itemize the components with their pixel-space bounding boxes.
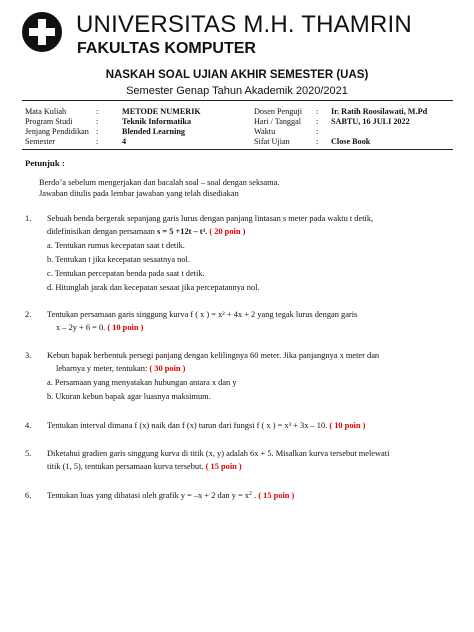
question-text: Kebun bapak berbentuk persegi panjang dengan kelilingnya 60 meter. Jika panjangnya x meter dan xyxy=(47,351,380,360)
question-text-part: Tentukan luas yang dibatasi oleh grafik y = –x + 2 dan y = x xyxy=(47,491,249,500)
question-text: Sebuah benda bergerak sepanjang garis lurus dengan panjang lintasan s meter pada waktu t detik, xyxy=(47,214,374,223)
info-label-program: Program Studi xyxy=(25,117,73,126)
instructions-heading: Petunjuk : xyxy=(25,158,65,168)
divider-top xyxy=(22,100,453,101)
sub-question: d. Hitunglah jarak dan kecepatan sesaat jika percepatannya nol. xyxy=(47,283,260,292)
question-text-part: titik (1, 5), tentukan persamaan kurva tersebut. xyxy=(47,462,204,471)
info-label-course: Mata Kuliah xyxy=(25,107,67,116)
sub-question: b. Ukuran kebun bapak agar luasnya maksimum. xyxy=(47,392,211,401)
info-label-semester: Semester xyxy=(25,137,56,146)
question-text xyxy=(47,226,245,237)
info-value-program: Teknik Informatika xyxy=(122,117,192,126)
info-colon: : xyxy=(316,137,319,146)
points-badge: ( 30 poin ) xyxy=(149,364,186,373)
instructions-line: Jawaban ditulis pada lembar jawaban yang telah disediakan xyxy=(39,189,239,198)
info-value-examiner: Ir. Ratih Roosilawati, M.Pd xyxy=(331,107,428,116)
points-badge: ( 10 poin ) xyxy=(107,323,144,332)
exam-title: NASKAH SOAL UJIAN AKHIR SEMESTER (UAS) xyxy=(105,69,369,81)
sub-question: b. Tentukan t jika kecepatan sesaatnya nol. xyxy=(47,255,190,264)
points-badge: ( 20 poin ) xyxy=(209,227,246,236)
question-text xyxy=(47,420,365,431)
question-number: 2. xyxy=(25,310,32,319)
exam-subtitle: Semester Genap Tahun Akademik 2020/2021 xyxy=(126,85,348,97)
points-badge: ( 15 poin ) xyxy=(205,462,242,471)
info-colon: : xyxy=(316,127,319,136)
instructions-line: Berdo’a sebelum mengerjakan dan bacalah soal – soal dengan seksama. xyxy=(39,178,280,187)
info-value-date: SABTU, 16 JULI 2022 xyxy=(331,117,410,126)
question-text xyxy=(56,322,143,333)
points-badge: ( 10 poin ) xyxy=(329,421,366,430)
question-text xyxy=(47,490,294,501)
info-colon: : xyxy=(96,117,99,126)
info-colon: : xyxy=(316,107,319,116)
info-label-examiner: Dosen Penguji xyxy=(254,107,302,116)
question-number: 5. xyxy=(25,449,32,458)
info-label-exam-type: Sifat Ujian xyxy=(254,137,290,146)
info-value-exam-type: Close Book xyxy=(331,137,371,146)
sub-question: a. Persamaan yang menyatakan hubungan antara x dan y xyxy=(47,378,237,387)
info-label-time: Waktu xyxy=(254,127,276,136)
question-number: 6. xyxy=(25,491,32,500)
question-text-part: . xyxy=(251,491,257,500)
equation: s = 5 +12t – t³. xyxy=(157,227,208,236)
info-value-semester: 4 xyxy=(122,137,127,146)
sub-question: c. Tentukan percepatan benda pada saat t detik. xyxy=(47,269,205,278)
info-colon: : xyxy=(316,117,319,126)
question-number: 3. xyxy=(25,351,32,360)
equation: x – 2y + 6 = 0. xyxy=(56,323,106,332)
university-logo xyxy=(22,12,62,52)
info-label-date: Hari / Tanggal xyxy=(254,117,302,126)
info-colon: : xyxy=(96,107,99,116)
question-text: Tentukan persamaan garis singgung kurva f ( x ) = x² + 4x + 2 yang tegak lurus dengan garis xyxy=(47,310,358,319)
divider-bottom xyxy=(22,149,453,150)
info-colon: : xyxy=(96,127,99,136)
question-text xyxy=(47,461,242,472)
question-text-part: Tentukan interval dimana f (x) naik dan f (x) turun dari fungsi f ( x ) = x³ + 3x – 10. xyxy=(47,421,328,430)
question-text: Diketahui gradien garis singgung kurva di titik (x, y) adalah 6x + 5. Misalkan kurva tersebut melewati xyxy=(47,449,390,458)
cross-logo-icon xyxy=(22,12,62,52)
info-value-level: Blended Learning xyxy=(122,127,186,136)
question-text xyxy=(56,363,185,374)
question-number: 4. xyxy=(25,421,32,430)
university-name: UNIVERSITAS M.H. THAMRIN xyxy=(76,11,412,38)
faculty-name: FAKULTAS KOMPUTER xyxy=(77,40,256,57)
question-number: 1. xyxy=(25,214,32,223)
info-colon: : xyxy=(96,137,99,146)
info-value-course: METODE NUMERIK xyxy=(122,107,201,116)
question-text-prefix: didefinisikan dengan persamaan xyxy=(47,227,157,236)
points-badge: ( 15 poin ) xyxy=(258,491,295,500)
question-text-part: lebarnya y meter, tentukan: xyxy=(56,364,148,373)
exponent: 2 xyxy=(248,491,252,497)
sub-question: a. Tentukan rumus kecepatan saat t detik. xyxy=(47,241,185,250)
info-label-level: Jenjang Pendidikan xyxy=(25,127,89,136)
